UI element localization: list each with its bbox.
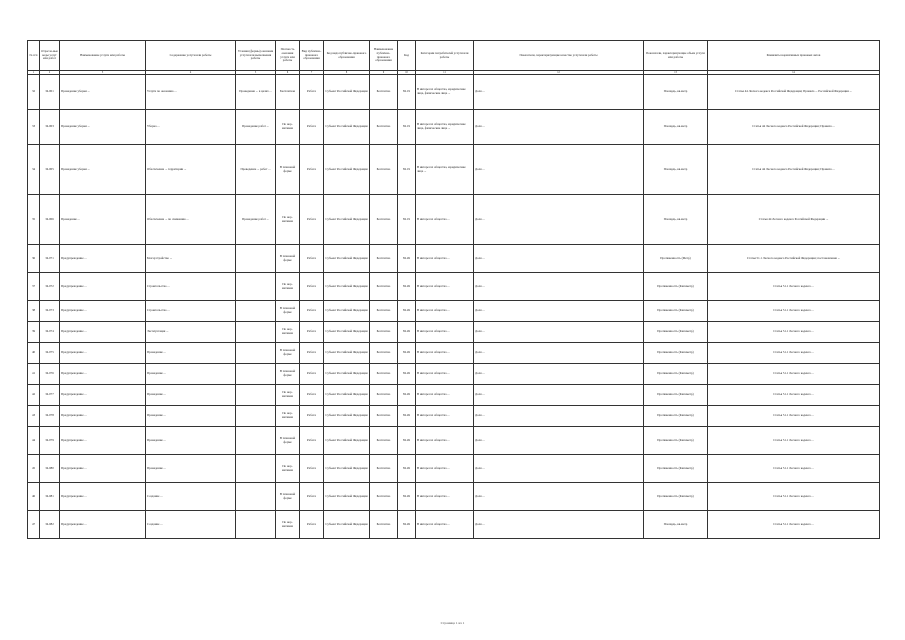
- subject-code: Бесплатно: [370, 343, 398, 364]
- row-number: 41: [28, 364, 40, 385]
- kind: Работа: [300, 322, 324, 343]
- quality-indicators: Доля ...: [474, 483, 644, 511]
- legal-acts: Статья 51.1 Лесного кодекса ...: [708, 483, 880, 511]
- volume-indicators: Протяженность (Километр): [644, 301, 708, 322]
- column-number: 10: [398, 71, 416, 75]
- okved-code: 82.49: [398, 343, 416, 364]
- subject-type: Субъект Российской Федерации: [324, 322, 370, 343]
- row-number: 32: [28, 75, 40, 110]
- column-header: Платность оказания услуги или работы: [276, 41, 300, 71]
- row-number: 36: [28, 245, 40, 273]
- service-form: [236, 245, 276, 273]
- table-row: [28, 110, 880, 145]
- subject-code: Бесплатно: [370, 273, 398, 301]
- subject-code: Бесплатно: [370, 195, 398, 245]
- subject-type: Субъект Российской Федерации: [324, 406, 370, 427]
- service-form: [236, 427, 276, 455]
- legal-acts: Статья 51.1 Лесного кодекса ...: [708, 301, 880, 322]
- kind: Работа: [300, 385, 324, 406]
- service-code: 34.078: [40, 406, 60, 427]
- service-form: Проведение работ ...: [236, 110, 276, 145]
- service-form: [236, 483, 276, 511]
- quality-indicators: Доля ...: [474, 406, 644, 427]
- legal-acts: Статья 51.1 Лесного кодекса Российской Федерации; постановление ...: [708, 245, 880, 273]
- column-number: 11: [416, 71, 474, 75]
- quality-indicators: Доля ...: [474, 245, 644, 273]
- subject-type: Субъект Российской Федерации: [324, 483, 370, 511]
- table-row: [28, 145, 880, 195]
- service-content: Строительство ...: [146, 273, 236, 301]
- kind: Работа: [300, 245, 324, 273]
- quality-indicators: Доля ...: [474, 322, 644, 343]
- subject-type: Субъект Российской Федерации: [324, 385, 370, 406]
- column-header: Содержание услуги или работы: [146, 41, 236, 71]
- service-form: Проведение ... работ ...: [236, 145, 276, 195]
- okved-code: 82.49: [398, 406, 416, 427]
- legal-acts: Статья 44 Лесного кодекса Российской Федерации; Правила ...: [708, 145, 880, 195]
- okved-code: 82.19: [398, 75, 416, 110]
- okved-code: 82.19: [398, 145, 416, 195]
- legal-acts: Статья 44 Лесного кодекса Российской Федерации; Правила ...: [708, 110, 880, 145]
- legal-acts: Статья 51.1 Лесного кодекса ...: [708, 273, 880, 301]
- column-header: Показатели, характеризующие объем услуги или работы: [644, 41, 708, 71]
- payment-type: В плановой форме: [276, 145, 300, 195]
- service-form: Проведение работ ...: [236, 195, 276, 245]
- service-content: Строительство ...: [146, 301, 236, 322]
- kind: Работа: [300, 511, 324, 539]
- service-code: 34.076: [40, 364, 60, 385]
- service-content: Обеспечение ... территории ...: [146, 145, 236, 195]
- consumer-categories: В интересах общества ...: [416, 195, 474, 245]
- subject-code: Бесплатно: [370, 406, 398, 427]
- kind: Работа: [300, 343, 324, 364]
- okved-code: 82.19: [398, 110, 416, 145]
- kind: Работа: [300, 455, 324, 483]
- payment-type: Бесплатная: [276, 75, 300, 110]
- payment-type: По нор-мативам: [276, 455, 300, 483]
- payment-type: В плановой форме: [276, 245, 300, 273]
- consumer-categories: В интересах общества ...: [416, 406, 474, 427]
- quality-indicators: Доля ...: [474, 511, 644, 539]
- legal-acts: Статья 51.1 Лесного кодекса ...: [708, 511, 880, 539]
- service-code: 34.071: [40, 245, 60, 273]
- subject-code: Бесплатно: [370, 385, 398, 406]
- column-number: 5: [236, 71, 276, 75]
- legal-acts: Статья 51.1 Лесного кодекса ...: [708, 406, 880, 427]
- service-name: Предупреждение ...: [60, 406, 146, 427]
- column-number: 12: [474, 71, 644, 75]
- quality-indicators: Доля ...: [474, 343, 644, 364]
- table-row: [28, 245, 880, 273]
- consumer-categories: В интересах общества ...: [416, 245, 474, 273]
- consumer-categories: В интересах общества ...: [416, 455, 474, 483]
- row-number: 40: [28, 343, 40, 364]
- service-content: Обеспечение ... по снижению ...: [146, 195, 236, 245]
- kind: Работа: [300, 427, 324, 455]
- quality-indicators: Доля ...: [474, 273, 644, 301]
- payment-type: В плановой форме: [276, 343, 300, 364]
- column-header: Код: [398, 41, 416, 71]
- service-content: Уборка ...: [146, 110, 236, 145]
- table-row: [28, 427, 880, 455]
- table-header: [28, 41, 880, 75]
- volume-indicators: Протяженность (Километр): [644, 385, 708, 406]
- legal-acts: Статья 51.1 Лесного кодекса ...: [708, 343, 880, 364]
- okved-code: 82.19: [398, 195, 416, 245]
- page-footer: Страница 1 из 1: [440, 621, 465, 625]
- legal-acts: Статья 51.1 Лесного кодекса ...: [708, 455, 880, 483]
- subject-type: Субъект Российской Федерации: [324, 455, 370, 483]
- service-form: [236, 406, 276, 427]
- service-code: 34.075: [40, 343, 60, 364]
- subject-type: Субъект Российской Федерации: [324, 273, 370, 301]
- service-content: Создание ...: [146, 511, 236, 539]
- legal-acts: Статья 51.1 Лесного кодекса ...: [708, 322, 880, 343]
- service-code: 34.077: [40, 385, 60, 406]
- service-code: 34.001: [40, 75, 60, 110]
- quality-indicators: Доля ...: [474, 195, 644, 245]
- subject-code: Бесплатно: [370, 145, 398, 195]
- kind: Работа: [300, 406, 324, 427]
- service-content: Проведение ...: [146, 343, 236, 364]
- okved-code: 82.49: [398, 483, 416, 511]
- service-name: Предупреждение ...: [60, 455, 146, 483]
- subject-type: Субъект Российской Федерации: [324, 301, 370, 322]
- payment-type: По нор-мативам: [276, 385, 300, 406]
- table-body: [28, 75, 880, 539]
- header-row: [28, 41, 880, 71]
- table-row: [28, 273, 880, 301]
- okved-code: 82.49: [398, 322, 416, 343]
- service-form: [236, 511, 276, 539]
- legal-acts: Статья 44 Лесного кодекса Российской Федерации; Правила ... Российской Федерации ...: [708, 75, 880, 110]
- column-number: 14: [708, 71, 880, 75]
- service-content: Услуги по оказанию ...: [146, 75, 236, 110]
- table-row: [28, 364, 880, 385]
- table-row: [28, 385, 880, 406]
- volume-indicators: Протяженность (Километр): [644, 273, 708, 301]
- volume-indicators: Площадь, кв.метр: [644, 145, 708, 195]
- volume-indicators: Протяженность (Метр): [644, 245, 708, 273]
- row-number: 45: [28, 455, 40, 483]
- okved-code: 82.49: [398, 427, 416, 455]
- service-form: [236, 385, 276, 406]
- service-name: Предупреждение ...: [60, 427, 146, 455]
- column-header: Отрасле-вые коды услуг или работ: [40, 41, 60, 71]
- kind: Работа: [300, 75, 324, 110]
- consumer-categories: В интересах общества ...: [416, 273, 474, 301]
- service-name: Предупреждение ...: [60, 385, 146, 406]
- consumer-categories: В интересах общества ...: [416, 301, 474, 322]
- subject-type: Субъект Российской Федерации: [324, 427, 370, 455]
- table-row: [28, 455, 880, 483]
- table-row: [28, 406, 880, 427]
- quality-indicators: Доля ...: [474, 427, 644, 455]
- consumer-categories: В интересах общества, юридические лица, физические лица ...: [416, 110, 474, 145]
- subject-code: Бесплатно: [370, 245, 398, 273]
- column-header: Категории потребителей услуги или работы: [416, 41, 474, 71]
- row-number: 38: [28, 301, 40, 322]
- volume-indicators: Протяженность (Километр): [644, 364, 708, 385]
- subject-code: Бесплатно: [370, 322, 398, 343]
- payment-type: В плановой форме: [276, 364, 300, 385]
- row-number: 47: [28, 511, 40, 539]
- service-name: Проведение уборки ...: [60, 75, 146, 110]
- consumer-categories: В интересах общества ...: [416, 364, 474, 385]
- service-form: [236, 301, 276, 322]
- subject-code: Бесплатно: [370, 455, 398, 483]
- consumer-categories: В интересах общества ...: [416, 511, 474, 539]
- quality-indicators: Доля ...: [474, 385, 644, 406]
- payment-type: В плановой форме: [276, 427, 300, 455]
- service-name: Предупреждение ...: [60, 511, 146, 539]
- subject-type: Субъект Российской Федерации: [324, 343, 370, 364]
- service-name: Проведение ...: [60, 195, 146, 245]
- okved-code: 82.49: [398, 455, 416, 483]
- kind: Работа: [300, 195, 324, 245]
- row-number: 33: [28, 110, 40, 145]
- row-number: 39: [28, 322, 40, 343]
- service-content: Благоустройство ...: [146, 245, 236, 273]
- row-number: 35: [28, 195, 40, 245]
- quality-indicators: Доля ...: [474, 110, 644, 145]
- volume-indicators: Площадь, кв.метр: [644, 75, 708, 110]
- okved-code: 82.49: [398, 273, 416, 301]
- column-header: № п/п: [28, 41, 40, 71]
- row-number: 46: [28, 483, 40, 511]
- service-name: Предупреждение ...: [60, 322, 146, 343]
- volume-indicators: Протяженность (Километр): [644, 455, 708, 483]
- service-content: Проведение ...: [146, 364, 236, 385]
- legal-acts: Статья 51.1 Лесного кодекса ...: [708, 385, 880, 406]
- service-form: [236, 455, 276, 483]
- service-name: Предупреждение ...: [60, 301, 146, 322]
- volume-indicators: Протяженность (Километр): [644, 406, 708, 427]
- volume-indicators: Протяженность (Километр): [644, 322, 708, 343]
- payment-type: По нор-мативам: [276, 195, 300, 245]
- payment-type: По нор-мативам: [276, 511, 300, 539]
- service-content: Проведение ...: [146, 406, 236, 427]
- service-form: [236, 322, 276, 343]
- subject-code: Бесплатно: [370, 427, 398, 455]
- okved-code: 82.49: [398, 511, 416, 539]
- payment-type: По нор-мативам: [276, 273, 300, 301]
- service-name: Предупреждение ...: [60, 245, 146, 273]
- payment-type: По нор-мативам: [276, 406, 300, 427]
- service-content: Эксплуатация ...: [146, 322, 236, 343]
- column-number: 8: [324, 71, 370, 75]
- payment-type: В плановой форме: [276, 301, 300, 322]
- table-row: [28, 195, 880, 245]
- kind: Работа: [300, 145, 324, 195]
- quality-indicators: Доля ...: [474, 145, 644, 195]
- registry-table: [27, 40, 880, 539]
- column-number: 4: [146, 71, 236, 75]
- row-number: 37: [28, 273, 40, 301]
- service-form: [236, 364, 276, 385]
- service-code: 34.079: [40, 427, 60, 455]
- consumer-categories: В интересах общества ...: [416, 322, 474, 343]
- consumer-categories: В интересах общества ...: [416, 483, 474, 511]
- service-content: Проведение ...: [146, 427, 236, 455]
- column-header: Код вида публично-правового образования: [324, 41, 370, 71]
- service-code: 34.006: [40, 195, 60, 245]
- subject-code: Бесплатно: [370, 75, 398, 110]
- kind: Работа: [300, 301, 324, 322]
- payment-type: В плановой форме: [276, 483, 300, 511]
- volume-indicators: Протяженность (Километр): [644, 483, 708, 511]
- subject-code: Бесплатно: [370, 110, 398, 145]
- subject-code: Бесплатно: [370, 483, 398, 511]
- volume-indicators: Площадь, кв.метр: [644, 511, 708, 539]
- quality-indicators: Доля ...: [474, 75, 644, 110]
- okved-code: 82.49: [398, 385, 416, 406]
- subject-type: Субъект Российской Федерации: [324, 364, 370, 385]
- okved-code: 82.49: [398, 364, 416, 385]
- consumer-categories: В интересах общества, юридические лица, физические лица ...: [416, 75, 474, 110]
- service-code: 34.080: [40, 455, 60, 483]
- column-header: Показатели, характеризующие качество услуги или работы: [474, 41, 644, 71]
- service-content: Создание ...: [146, 483, 236, 511]
- service-code: 34.003: [40, 110, 60, 145]
- consumer-categories: В интересах общества, юридические лица ...: [416, 145, 474, 195]
- kind: Работа: [300, 273, 324, 301]
- volume-indicators: Протяженность (Километр): [644, 427, 708, 455]
- volume-indicators: Площадь, кв.метр: [644, 110, 708, 145]
- consumer-categories: В интересах общества ...: [416, 343, 474, 364]
- column-number: 2: [40, 71, 60, 75]
- payment-type: По нор-мативам: [276, 322, 300, 343]
- legal-acts: Статья 44 Лесного кодекса Российской Федерации ...: [708, 195, 880, 245]
- consumer-categories: В интересах общества ...: [416, 385, 474, 406]
- quality-indicators: Доля ...: [474, 301, 644, 322]
- service-name: Предупреждение ...: [60, 273, 146, 301]
- kind: Работа: [300, 483, 324, 511]
- row-number: 44: [28, 427, 40, 455]
- subject-type: Субъект Российской Федерации: [324, 75, 370, 110]
- column-number: 1: [28, 71, 40, 75]
- service-code: 34.081: [40, 483, 60, 511]
- subject-code: Бесплатно: [370, 364, 398, 385]
- column-number: 7: [300, 71, 324, 75]
- column-header: Условия (формы) оказания услуги или выполнения работы: [236, 41, 276, 71]
- service-name: Предупреждение ...: [60, 343, 146, 364]
- column-header: Вид публично-правового образования: [300, 41, 324, 71]
- subject-type: Субъект Российской Федерации: [324, 145, 370, 195]
- consumer-categories: В интересах общества ...: [416, 427, 474, 455]
- okved-code: 82.49: [398, 301, 416, 322]
- service-form: [236, 273, 276, 301]
- column-header: Наименование публично-правового образования: [370, 41, 398, 71]
- row-number: 42: [28, 385, 40, 406]
- table-row: [28, 75, 880, 110]
- column-number: 6: [276, 71, 300, 75]
- service-name: Предупреждение ...: [60, 483, 146, 511]
- subject-type: Субъект Российской Федерации: [324, 511, 370, 539]
- okved-code: 82.49: [398, 245, 416, 273]
- volume-indicators: Площадь, кв.метр: [644, 195, 708, 245]
- service-content: Проведение ...: [146, 455, 236, 483]
- subject-code: Бесплатно: [370, 301, 398, 322]
- volume-indicators: Протяженность (Километр): [644, 343, 708, 364]
- service-content: Проведение ...: [146, 385, 236, 406]
- service-code: 34.072: [40, 273, 60, 301]
- quality-indicators: Доля ...: [474, 364, 644, 385]
- service-form: Проведение ... в целях ...: [236, 75, 276, 110]
- subject-type: Субъект Российской Федерации: [324, 245, 370, 273]
- table-row: [28, 343, 880, 364]
- payment-type: По нор-мативам: [276, 110, 300, 145]
- service-name: Проведение уборки ...: [60, 145, 146, 195]
- quality-indicators: Доля ...: [474, 455, 644, 483]
- service-name: Предупреждение ...: [60, 364, 146, 385]
- row-number: 34: [28, 145, 40, 195]
- column-header: Наименование услуги или работы: [60, 41, 146, 71]
- kind: Работа: [300, 364, 324, 385]
- column-number: 13: [644, 71, 708, 75]
- column-header: Реквизиты нормативных правовых актов: [708, 41, 880, 71]
- table-row: [28, 301, 880, 322]
- service-name: Проведение уборки ...: [60, 110, 146, 145]
- subject-type: Субъект Российской Федерации: [324, 195, 370, 245]
- legal-acts: Статья 51.1 Лесного кодекса ...: [708, 364, 880, 385]
- table-row: [28, 322, 880, 343]
- subject-code: Бесплатно: [370, 511, 398, 539]
- service-code: 34.082: [40, 511, 60, 539]
- legal-acts: Статья 51.1 Лесного кодекса ...: [708, 427, 880, 455]
- service-code: 34.074: [40, 322, 60, 343]
- subject-type: Субъект Российской Федерации: [324, 110, 370, 145]
- service-code: 34.005: [40, 145, 60, 195]
- row-number: 43: [28, 406, 40, 427]
- column-number: 3: [60, 71, 146, 75]
- column-number: 9: [370, 71, 398, 75]
- service-code: 34.073: [40, 301, 60, 322]
- service-form: [236, 343, 276, 364]
- kind: Работа: [300, 110, 324, 145]
- table-row: [28, 511, 880, 539]
- table-row: [28, 483, 880, 511]
